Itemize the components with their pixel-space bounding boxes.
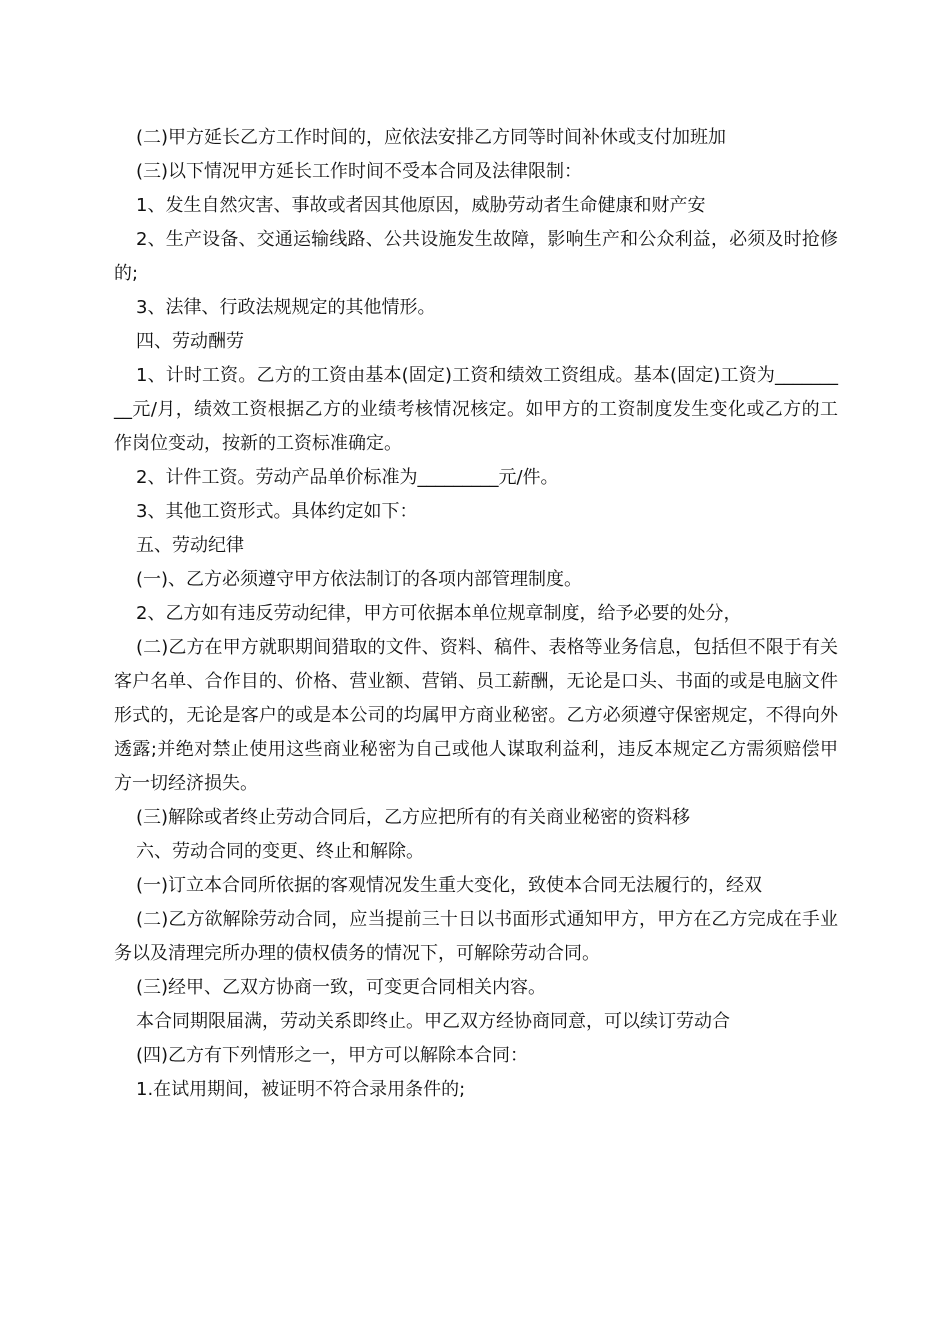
paragraph: (二)乙方欲解除劳动合同，应当提前三十日以书面形式通知甲方，甲方在乙方完成在手业务以及清理完所办理的债权债务的情况下，可解除劳动合同。 <box>114 909 838 964</box>
paragraph: (三)解除或者终止劳动合同后，乙方应把所有的有关商业秘密的资料移 <box>136 807 691 828</box>
paragraph: (三)经甲、乙双方协商一致，可变更合同相关内容。 <box>136 977 547 998</box>
paragraph: 3、其他工资形式。具体约定如下： <box>136 501 418 522</box>
paragraph: 2、乙方如有违反劳动纪律，甲方可依据本单位规章制度，给予必要的处分， <box>136 603 742 624</box>
paragraph: (四)乙方有下列情形之一，甲方可以解除本合同： <box>136 1045 529 1066</box>
section-heading: 四、劳动酬劳 <box>136 331 244 352</box>
paragraph: (一)订立本合同所依据的客观情况发生重大变化，致使本合同无法履行的，经双 <box>136 875 763 896</box>
paragraph: 1、计时工资。乙方的工资由基本(固定)工资和绩效工资组成。基本(固定)工资为_________元/月，绩效工资根据乙方的业绩考核情况核定。如甲方的工资制度发生变化或乙方的工作岗位变动，按新的工资标准确定。 <box>114 365 838 454</box>
paragraph: 1.在试用期间，被证明不符合录用条件的; <box>136 1079 466 1100</box>
paragraph: 2、生产设备、交通运输线路、公共设施发生故障，影响生产和公众利益，必须及时抢修的; <box>114 229 838 284</box>
paragraph: (二)甲方延长乙方工作时间的，应依法安排乙方同等时间补休或支付加班加 <box>136 127 727 148</box>
section-heading: 六、劳动合同的变更、终止和解除。 <box>136 841 424 862</box>
paragraph: (一)、乙方必须遵守甲方依法制订的各项内部管理制度。 <box>136 569 583 590</box>
paragraph: 2、计件工资。劳动产品单价标准为_________元/件。 <box>136 467 559 488</box>
paragraph: 本合同期限届满，劳动关系即终止。甲乙双方经协商同意，可以续订劳动合 <box>136 1011 730 1032</box>
paragraph: 3、法律、行政法规规定的其他情形。 <box>136 297 436 318</box>
paragraph: (二)乙方在甲方就职期间猎取的文件、资料、稿件、表格等业务信息，包括但不限于有关客户名单、合作目的、价格、营业额、营销、员工薪酬，无论是口头、书面的或是电脑文件形式的，无论是客户的或是本公司的均属甲方商业秘密。乙方必须遵守保密规定，不得向外透露;并绝对禁止使用这些商业秘密为自己或他人谋取利益利，违反本规定乙方需须赔偿甲方一切经济损失。 <box>114 637 838 794</box>
section-heading: 五、劳动纪律 <box>136 535 244 556</box>
document-body <box>114 121 838 1107</box>
paragraph: 1、发生自然灾害、事故或者因其他原因，威胁劳动者生命健康和财产安 <box>136 195 706 216</box>
paragraph: (三)以下情况甲方延长工作时间不受本合同及法律限制： <box>136 161 583 182</box>
